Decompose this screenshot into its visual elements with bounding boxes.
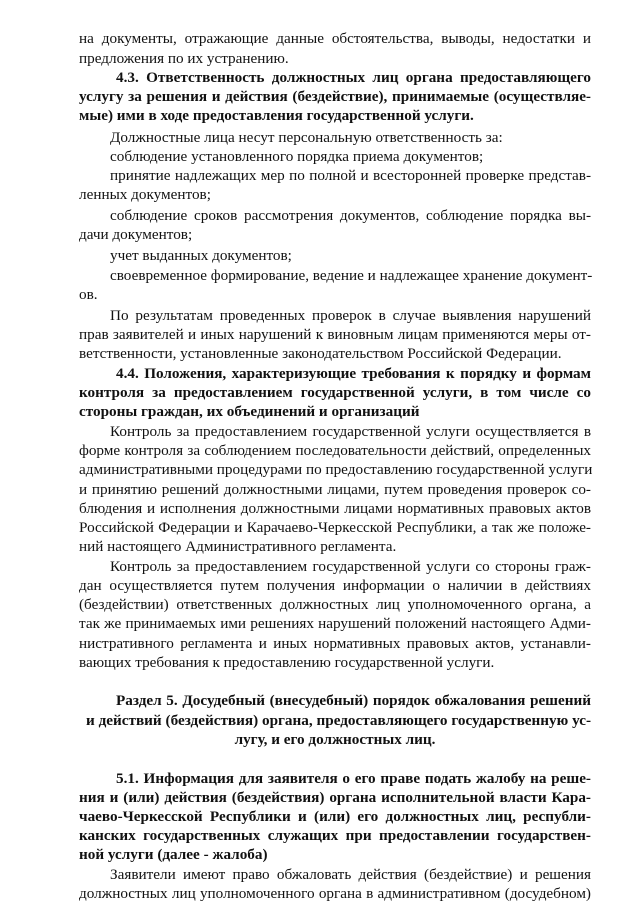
text-line: ний настоящего Административного регламента. — [79, 538, 397, 555]
section-heading-4-4: контроля за предоставлением государственной услуги, в том числе со — [79, 384, 591, 401]
text-line: и принятию решений должностными лицами, путем проведения проверок со- — [79, 481, 591, 498]
text-line: вающих требования к предоставлению государственной услуги. — [79, 654, 495, 671]
text-line: дан осуществляется путем получения информации о наличии в действиях — [79, 577, 591, 594]
section-heading-4-3: 4.3. Ответственность должностных лиц органа предоставляющего — [116, 69, 591, 86]
text-line: ветственности, установленные законодательством Российской Федерации. — [79, 345, 562, 362]
text-line: принятие надлежащих мер по полной и всесторонней проверке представ- — [110, 167, 591, 184]
text-line: соблюдение сроков рассмотрения документов, соблюдение порядка вы- — [110, 207, 591, 224]
text-line: учет выданных документов; — [110, 247, 292, 264]
text-line: своевременное формирование, ведение и надлежащее хранение документ- — [110, 267, 593, 284]
text-line: блюдения и исполнения должностными лицами нормативных правовых актов — [79, 500, 591, 517]
text-line: соблюдение установленного порядка приема документов; — [110, 148, 484, 165]
text-line: предложения по их устранению. — [79, 50, 289, 67]
section-title-5: лугу, и его должностных лиц. — [234, 731, 436, 748]
section-title-5: Раздел 5. Досудебный (внесудебный) порядок обжалования решений — [116, 692, 591, 709]
text-line: ов. — [79, 286, 98, 303]
text-line: Российской Федерации и Карачаево-Черкесской Республики, а так же положе- — [79, 519, 591, 536]
text-line: Заявители имеют право обжаловать действия (бездействие) и решения — [110, 866, 591, 883]
section-heading-5-1: чаево-Черкесской Республики и (или) его должностных лиц, республи- — [79, 808, 591, 825]
text-line: Контроль за предоставлением государственной услуги со стороны граж- — [110, 558, 591, 575]
section-heading-5-1: ния и (или) действия (бездействия) органа исполнительной власти Кара- — [79, 789, 591, 806]
text-line: так же принимаемых ими решениях нарушений положений настоящего Адми- — [79, 615, 591, 632]
section-heading-4-3: услугу за решения и действия (бездействие), принимаемые (осуществляе- — [79, 88, 591, 105]
text-line: форме контроля за соблюдением последовательности действий, определенных — [79, 442, 591, 459]
text-line: на документы, отражающие данные обстоятельства, выводы, недостатки и — [79, 30, 591, 47]
text-line: дачи документов; — [79, 226, 193, 243]
text-line: административными процедурами по предоставлению государственной услуги — [79, 461, 593, 478]
text-line: По результатам проведенных проверок в случае выявления нарушений — [110, 307, 591, 324]
text-line: Контроль за предоставлением государственной услуги осуществляется в — [110, 423, 591, 440]
text-line: Должностные лица несут персональную ответственность за: — [110, 129, 503, 146]
text-line: (бездействии) ответственных должностных лиц уполномоченного органа, а — [79, 596, 591, 613]
text-line: ленных документов; — [79, 186, 211, 203]
section-heading-4-4: стороны граждан, их объединений и организаций — [79, 403, 420, 420]
section-heading-4-3: мые) ими в ходе предоставления государственной услуги. — [79, 107, 474, 124]
text-line: нистративного регламента и иных нормативных правовых актов, устанавли- — [79, 635, 591, 652]
section-heading-4-4: 4.4. Положения, характеризующие требования к порядку и формам — [116, 365, 591, 382]
text-line: прав заявителей и иных нарушений к виновным лицам применяются меры от- — [79, 326, 591, 343]
section-heading-5-1: 5.1. Информация для заявителя о его праве подать жалобу на реше- — [116, 770, 591, 787]
section-title-5: и действий (бездействия) органа, предоставляющего государственную ус- — [86, 712, 591, 729]
section-heading-5-1: канских государственных служащих при предоставлении государствен- — [79, 827, 591, 844]
section-heading-5-1: ной услуги (далее - жалоба) — [79, 846, 268, 863]
text-line: должностных лиц уполномоченного органа в административном (досудебном) — [79, 885, 591, 902]
